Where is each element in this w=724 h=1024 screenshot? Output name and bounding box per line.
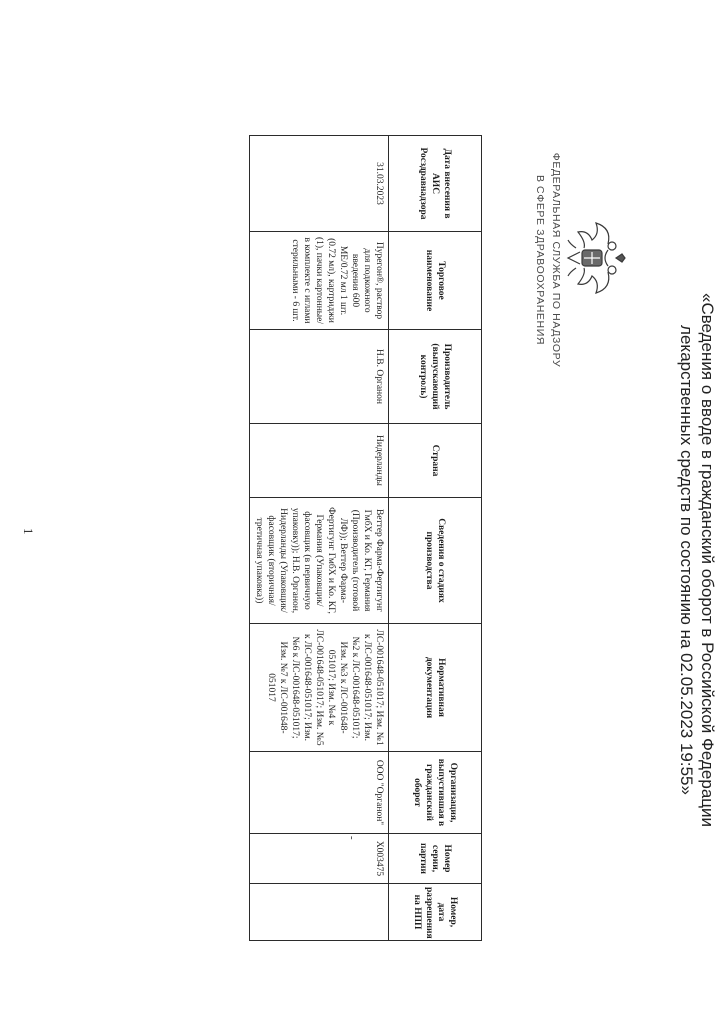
medicines-table — [249, 135, 482, 941]
document-title — [676, 180, 718, 940]
header-regulatory-docs: Нормативная документация — [389, 624, 482, 752]
cell-permit — [250, 884, 389, 941]
title-line-1: «Сведения о вводе в гражданский оборот в Российской Федерации — [698, 292, 717, 828]
cell-country: Нидерланды — [250, 424, 389, 498]
double-headed-eagle-emblem — [564, 220, 626, 296]
header-trade-name: Торговое наименование — [389, 232, 482, 330]
cell-regulatory-docs: ЛС-001648-051017; Изм. №1 к ЛС-001648-051017; Изм. №2 к ЛС-001648-051017; Изм. №3 к ЛС-001648-051017; Изм. №4 к ЛС-001648-051017; Изм. №5 к ЛС-001648-051017; Изм. №6 к ЛС-001648-051017; Изм. №7 к ЛС-001648-051017 — [250, 624, 389, 752]
cell-production-stages: Веттер Фарма-Фертигунг ГмбХ и Ко. КГ, Германия (Производитель (готовой ЛФ)); Веттер Фарма-Фертигунг ГмбХ и Ко. КГ, Германия (Упаковщик/фасовщик (в первичную упаковку)); Н.В. Органон, Нидерланды (Упаковщик/фасовщик (вторичная/третичная упаковка)) — [250, 498, 389, 624]
table-header-row — [389, 136, 482, 941]
header-manufacturer: Производитель (выпускающий контроль) — [389, 330, 482, 424]
cell-organization: ООО "Органон" — [250, 752, 389, 834]
cell-trade-name: Пурегон®, раствор для подкожного введения 600 МЕ/0.72 мл 1 шт. (0.72 мл), картриджи (1), пачки картонные/ в комплекте с иглами стерильными - 6 шт. — [250, 232, 389, 330]
agency-name — [532, 145, 564, 375]
page-number: 1 — [21, 528, 36, 535]
cell-date: 31.03.2023 — [250, 136, 389, 232]
cell-manufacturer: Н.В. Органон — [250, 330, 389, 424]
header-date: Дата внесения в АИС Росздравнадзора — [389, 136, 482, 232]
agency-line-1: ФЕДЕРАЛЬНАЯ СЛУЖБА ПО НАДЗОРУ — [550, 152, 562, 368]
header-organization: Организация, выпустившая в гражданский оборот — [389, 752, 482, 834]
header-country: Страна — [389, 424, 482, 498]
stray-mark: - — [346, 836, 358, 840]
agency-line-2: В СФЕРЕ ЗДРАВООХРАНЕНИЯ — [534, 174, 546, 346]
header-batch-number: Номер серии, партии — [389, 834, 482, 884]
header-production-stages: Сведения о стадиях производства — [389, 498, 482, 624]
title-line-2: лекарственных средств по состоянию на 02.05.2023 19:55» — [677, 325, 696, 795]
table-row — [250, 136, 389, 941]
header-permit: Номер, дата разрешения на НПП — [389, 884, 482, 941]
cell-batch-number: X003475 — [250, 834, 389, 884]
